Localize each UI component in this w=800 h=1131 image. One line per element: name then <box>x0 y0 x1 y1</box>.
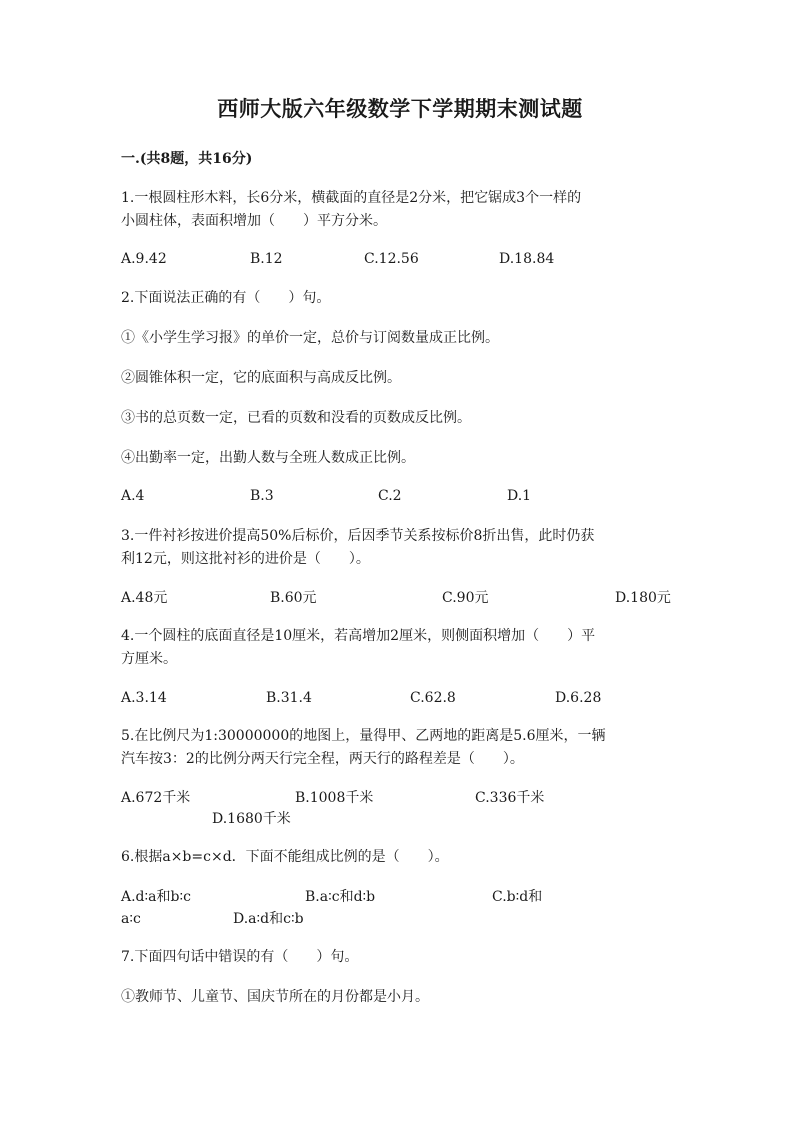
question-4-option-d: D.6.28 <box>555 690 602 706</box>
question-4-line-1: 4.一个圆柱的底面直径是10厘米，若高增加2厘米，则侧面积增加（ ）平 <box>121 628 596 644</box>
question-2-stem: 2.下面说法正确的有（ ）句。 <box>121 290 331 306</box>
question-1-line-1: 1.一根圆柱形木料，长6分米，横截面的直径是2分米，把它锯成3个一样的 <box>121 190 582 206</box>
question-2-option-d: D.1 <box>507 488 532 504</box>
question-4-option-b: B.31.4 <box>266 690 312 706</box>
question-6-option-c-continued: a∶c <box>121 911 141 927</box>
question-7-statement-1: ①教师节、儿童节、国庆节所在的月份都是小月。 <box>121 989 429 1005</box>
question-1-line-2: 小圆柱体，表面积增加（ ）平方分米。 <box>121 213 387 229</box>
question-1-option-a: A.9.42 <box>121 251 167 267</box>
question-3-option-b: B.60元 <box>270 590 317 606</box>
question-2-statement-1: ①《小学生学习报》的单价一定，总价与订阅数量成正比例。 <box>121 330 499 346</box>
question-6-option-d: D.a∶d和c∶b <box>233 911 304 927</box>
question-5-line-1: 5.在比例尺为1:30000000的地图上，量得甲、乙两地的距离是5.6厘米，一辆 <box>121 728 606 744</box>
question-3-option-a: A.48元 <box>121 590 168 606</box>
question-4-option-a: A.3.14 <box>121 690 167 706</box>
question-2-statement-3: ③书的总页数一定，已看的页数和没看的页数成反比例。 <box>121 410 471 426</box>
question-3-line-1: 3.一件衬衫按进价提高50%后标价，后因季节关系按标价8折出售，此时仍获 <box>121 528 595 544</box>
question-6-stem: 6.根据a×b=c×d．下面不能组成比例的是（ ）。 <box>121 849 449 865</box>
question-5-option-d: D.1680千米 <box>212 811 291 827</box>
question-5-line-2: 汽车按3：2的比例分两天行完全程，两天行的路程差是（ ）。 <box>121 751 524 767</box>
question-2-statement-4: ④出勤率一定，出勤人数与全班人数成正比例。 <box>121 450 415 466</box>
question-3-line-2: 利12元，则这批衬衫的进价是（ ）。 <box>121 551 370 567</box>
section-heading: 一.(共8题，共16分) <box>121 151 253 167</box>
question-4-option-c: C.62.8 <box>410 690 456 706</box>
question-1-option-b: B.12 <box>250 251 283 267</box>
question-3-option-c: C.90元 <box>442 590 489 606</box>
question-1-option-d: D.18.84 <box>499 251 555 267</box>
question-5-option-a: A.672千米 <box>121 790 191 806</box>
question-2-option-a: A.4 <box>121 488 145 504</box>
question-5-option-c: C.336千米 <box>475 790 545 806</box>
question-6-option-a: A.d∶a和b∶c <box>121 889 191 905</box>
question-2-option-c: C.2 <box>378 488 402 504</box>
question-4-line-2: 方厘米。 <box>121 651 177 667</box>
question-3-option-d: D.180元 <box>615 590 671 606</box>
question-6-option-b: B.a∶c和d∶b <box>305 889 376 905</box>
question-6-option-c: C.b∶d和 <box>492 889 543 905</box>
question-2-option-b: B.3 <box>250 488 274 504</box>
question-7-stem: 7.下面四句话中错误的有（ ）句。 <box>121 949 359 965</box>
question-5-option-b: B.1008千米 <box>295 790 374 806</box>
page-title: 西师大版六年级数学下学期期末测试题 <box>217 96 583 121</box>
question-2-statement-2: ②圆锥体积一定，它的底面积与高成反比例。 <box>121 370 401 386</box>
question-1-option-c: C.12.56 <box>364 251 419 267</box>
